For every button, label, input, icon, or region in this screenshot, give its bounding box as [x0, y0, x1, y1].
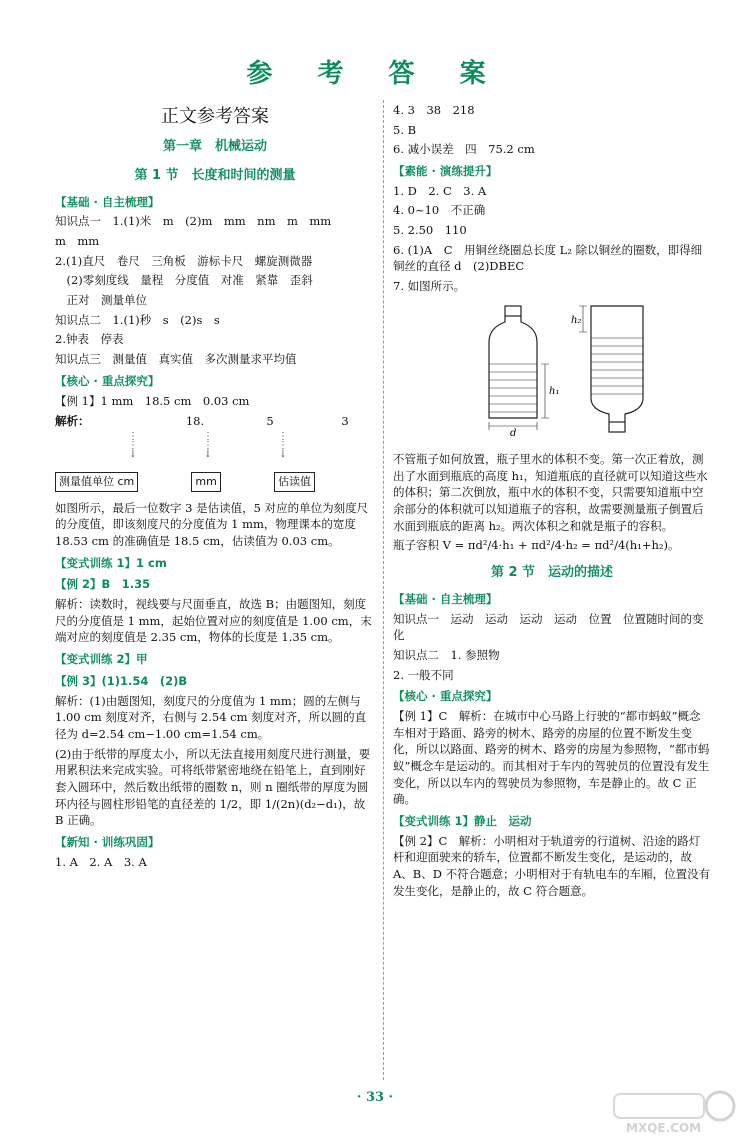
subsection-tag: 【变式训练 2】甲: [55, 652, 148, 667]
subsection-tag: 【核心 · 重点探究】: [55, 373, 160, 388]
answer-line: 6. (1)A C 用铜丝绕圈总长度 L₂ 除以铜丝的圈数，即得细铜丝的直径 d (2)DBEC: [393, 242, 703, 274]
answer-line: 知识点二 1.(1)秒 s (2)s s: [55, 312, 220, 327]
solution-number: 18.: [185, 414, 205, 429]
page-number: · 33 ·: [356, 1090, 394, 1106]
answer-line: 知识点二 1. 参照物: [393, 648, 500, 662]
answer-line: 瓶子容积 V = πd²/4·h₁ + πd²/4·h₂ = πd²/4(h₁+h₂)。: [393, 538, 680, 553]
subsection-tag: 【变式训练 1】静止 运动: [393, 814, 532, 829]
answer-line: 2.(1)直尺 卷尺 三角板 游标卡尺 螺旋测微器: [55, 253, 313, 268]
solution-label: 解析：: [55, 414, 90, 429]
section-heading: 第 2 节 运动的描述: [490, 565, 614, 581]
chapter-heading: 第一章 机械运动: [162, 139, 267, 155]
answer-line: 2. 一般不同: [393, 667, 454, 682]
label-d: d: [510, 427, 517, 438]
subsection-tag: 【基础 · 自主梳理】: [55, 194, 160, 209]
solution-diagram: [55, 413, 375, 430]
solution-number: 3: [341, 414, 349, 429]
answer-line: 不管瓶子如何放置，瓶子里水的体积不变。第一次正着放，测出了水面到瓶底的高度 h₁，知道瓶底的直径就可以知道这些水的体积；第二次倒放，瓶中水的体积不变，只需要知道瓶中空余部分的体积就可以知道瓶子的容积，故需要测量瓶子倒置后水面到瓶底的距离 h₂。两次体积之和就是瓶子的容积。: [393, 452, 708, 533]
answer-line: 解析：(1)由题图知，刻度尺的分度值为 1 mm；圆的左侧与 1.00 cm 刻度对齐，右侧与 2.54 cm 刻度对齐，所以圆的直径为 d=2.54 cm−1.00 cm=1.54 cm。: [55, 693, 367, 741]
dotted-arrows: [103, 432, 313, 470]
answer-line: 正对 测量单位: [55, 293, 147, 308]
answer-line: 知识点一 运动 运动 运动 运动 位置 位置随时间的变化: [393, 611, 704, 643]
answer-line: 如图所示，最后一位数字 3 是估读值，5 对应的单位为刻度尺的分度值，即该刻度尺的分度值为 1 mm，物理课本的宽度 18.53 cm 的准确值是 18.5 cm，估读值为 0.03 cm。: [55, 500, 369, 549]
solution-box: 测量值单位 cm: [55, 472, 138, 492]
left-answer-list-2: [55, 500, 375, 870]
answer-line: (2)零刻度线 量程 分度值 对准 紧靠 歪斜: [55, 273, 313, 288]
answer-line: (2)由于纸带的厚度太小，所以无法直接用刻度尺进行测量，要用累积法来完成实验。可将纸带紧密地绕在铅笔上，直到刚好套入圆环中，然后数出纸带的圈数 n，则 n 圈纸带的厚度为圆环内径与圆柱形铅笔的直径差的 1/2，即 1/(2n)(d₂−d₁)，故 B 正确。: [55, 746, 371, 828]
column-divider: [383, 100, 385, 1080]
subsection-tag: 【例 2】B 1.35: [55, 577, 151, 592]
bottle-figure: [483, 302, 663, 438]
solution-boxes: [55, 472, 315, 492]
right-answer-list: [393, 102, 711, 295]
solution-box: mm: [191, 472, 220, 492]
answer-line: 4. 3 38 218: [393, 103, 475, 117]
subsection-tag: 【变式训练 1】1 cm: [55, 555, 167, 570]
page-title: 参 考 答 案: [246, 59, 504, 89]
solution-number: 5: [266, 414, 274, 429]
answer-line: 【例 1】1 mm 18.5 cm 0.03 cm: [55, 393, 250, 408]
answer-line: 1. D 2. C 3. A: [393, 183, 487, 198]
left-answer-list: [55, 194, 375, 409]
answer-line: 5. B: [393, 122, 417, 137]
left-column: [55, 100, 375, 873]
subsection-tag: 【素能 · 演练提升】: [393, 164, 498, 179]
label-h1: h₁: [549, 385, 560, 397]
label-h2: h₂: [571, 314, 582, 326]
main-heading: 正文参考答案: [161, 106, 269, 127]
answer-line: 6. 减小误差 四 75.2 cm: [393, 142, 535, 157]
down-arrow-icon: ⋮ ⋮ ↓: [278, 430, 288, 460]
answer-line: m mm: [55, 234, 100, 249]
watermark-logo: [610, 1088, 740, 1136]
answer-line: 【例 2】C 解析：小明相对于轨道旁的行道树、沿途的路灯杆和迎面驶来的轿车，位置都不断发生变化，是运动的，故 A、B、D 不符合题意；小明相对于有轨电车的车厢，位置没有发生变化，是静止的，故 C 符合题意。: [393, 833, 711, 898]
down-arrow-icon: ⋮ ⋮ ↓: [128, 430, 138, 460]
svg-text:MXQE.COM: MXQE.COM: [626, 1121, 702, 1135]
answer-line: 7. 如图所示。: [393, 279, 466, 294]
section-heading: 第 1 节 长度和时间的测量: [134, 167, 296, 183]
answer-line: 知识点一 1.(1)米 m (2)m mm nm m mm: [55, 214, 332, 229]
down-arrow-icon: ⋮ ⋮ ↓: [203, 430, 213, 460]
solution-box: 估读值: [274, 472, 315, 492]
answer-line: 【例 1】C 解析：在城市中心马路上行驶的“都市蚂蚁”概念车相对于路面、路旁的树木、路旁的房屋的位置不断发生变化，所以以路面、路旁的树木、路旁的房屋为参照物，“都市蚂蚁”概念车是运动的。而其相对于车内的驾驶员的位置没有发生变化，所以以车内的驾驶员为参照物，车是静止的。故 C 正确。: [393, 709, 710, 807]
subsection-tag: 【新知 · 训练巩固】: [55, 834, 160, 849]
subsection-tag: 【例 3】(1)1.54 (2)B: [55, 673, 188, 688]
answer-line: 知识点三 测量值 真实值 多次测量求平均值: [55, 352, 297, 367]
answer-line: 4. 0~10 不正确: [393, 203, 486, 218]
subsection-tag: 【核心 · 重点探究】: [393, 689, 498, 704]
subsection-tag: 【基础 · 自主梳理】: [393, 591, 498, 606]
right-column: [393, 100, 711, 902]
right-answer-list-2: [393, 451, 711, 554]
answer-line: 1. A 2. A 3. A: [55, 854, 147, 869]
answer-line: 解析：读数时，视线要与尺面垂直，故选 B；由题图知，刻度尺的分度值是 1 mm，起始位置对应的刻度值是 1.00 cm，末端对应的刻度值是 2.35 cm，物体的长度是 1.35 cm。: [55, 597, 372, 645]
right-answer-list-3: [393, 591, 711, 899]
answer-line: 5. 2.50 110: [393, 223, 467, 238]
answer-line: 2.钟表 停表: [55, 332, 124, 347]
